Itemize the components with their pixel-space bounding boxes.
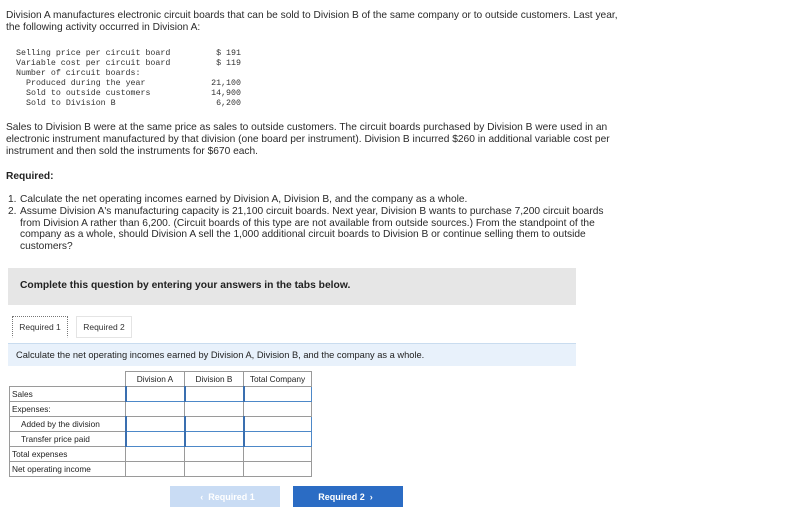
table-row: [10, 447, 312, 462]
transfer-division-a-input[interactable]: [126, 432, 185, 447]
answer-table: [9, 371, 312, 477]
instruction-text: Calculate the net operating incomes earned by Division A, Division B, and the company as a whole.: [16, 350, 425, 360]
data-row: Sold to Division B 6,200: [26, 99, 241, 108]
complete-prompt: Complete this question by entering your answers in the tabs below.: [20, 280, 351, 291]
data-row: Selling price per circuit board $ 191: [16, 49, 241, 58]
table-row: [10, 462, 312, 477]
sales-division-b-input[interactable]: [185, 387, 244, 402]
instruction-bar: [8, 343, 576, 366]
empty-cell: [126, 402, 185, 417]
requirements-list: [8, 194, 620, 253]
tab-required-1[interactable]: Required 1: [12, 316, 68, 338]
row-label: Total expenses: [10, 447, 126, 462]
transfer-division-b-input[interactable]: [185, 432, 244, 447]
noi-division-b-cell: [185, 462, 244, 477]
data-row: Produced during the year 21,100: [26, 79, 241, 88]
problem-intro: Division A manufactures electronic circuit boards that can be sold to Division B of the same company or to outside customers. Last year, the following activity occurred in Division A:: [6, 10, 618, 33]
tab-required-2[interactable]: Required 2: [76, 316, 132, 338]
row-label: Added by the division: [10, 417, 126, 432]
noi-division-a-cell: [126, 462, 185, 477]
added-total-input[interactable]: [244, 417, 312, 432]
required-heading: Required:: [6, 171, 54, 182]
list-item: 1. Calculate the net operating incomes earned by Division A, Division B, and the company as a whole.: [8, 194, 468, 205]
next-required-2-button[interactable]: Required 2 ›: [293, 486, 403, 507]
table-row: [10, 387, 312, 402]
row-label: Transfer price paid: [10, 432, 126, 447]
added-division-a-input[interactable]: [126, 417, 185, 432]
chevron-right-icon: ›: [369, 491, 373, 502]
column-header: Division B: [185, 372, 244, 387]
total-expenses-division-a-cell: [126, 447, 185, 462]
table-row: [10, 432, 312, 447]
table-header-row: [10, 372, 312, 387]
noi-total-cell: [244, 462, 312, 477]
empty-header: [10, 372, 126, 387]
table-row: [10, 417, 312, 432]
data-row: Number of circuit boards:: [16, 69, 141, 78]
chevron-left-icon: ‹: [200, 491, 204, 502]
data-row: Sold to outside customers 14,900: [26, 89, 241, 98]
data-row: Variable cost per circuit board $ 119: [16, 59, 241, 68]
added-division-b-input[interactable]: [185, 417, 244, 432]
transfer-total-input[interactable]: [244, 432, 312, 447]
total-expenses-total-cell: [244, 447, 312, 462]
sales-division-a-input[interactable]: [126, 387, 185, 402]
empty-cell: [244, 402, 312, 417]
table-row: [10, 402, 312, 417]
list-item: 2. Assume Division A's manufacturing capacity is 21,100 circuit boards. Next year, Division B wants to purchase 7,200 circuit boards from Division A rather than 6,200. (Circuit boards of this type are not available from outside sources.) From the standpoint of the company as a whole, should Division A sell the 1,000 additional circuit boards to Division B or continue selling them to outside customers?: [8, 205, 604, 253]
row-label: Sales: [10, 387, 126, 402]
activity-data-block: [16, 49, 241, 109]
row-label: Net operating income: [10, 462, 126, 477]
complete-prompt-box: [8, 268, 576, 305]
row-label: Expenses:: [10, 402, 126, 417]
empty-cell: [185, 402, 244, 417]
problem-paragraph: Sales to Division B were at the same price as sales to outside customers. The circuit boards purchased by Division B were used in an electronic instrument manufactured by that division (one board per instrument). Division B incurred $260 in additional variable cost per instrument and then sold the instruments for $670 each.: [6, 122, 610, 157]
sales-total-input[interactable]: [244, 387, 312, 402]
prev-required-1-button[interactable]: ‹ Required 1: [170, 486, 280, 507]
column-header: Division A: [126, 372, 185, 387]
column-header: Total Company: [244, 372, 312, 387]
total-expenses-division-b-cell: [185, 447, 244, 462]
